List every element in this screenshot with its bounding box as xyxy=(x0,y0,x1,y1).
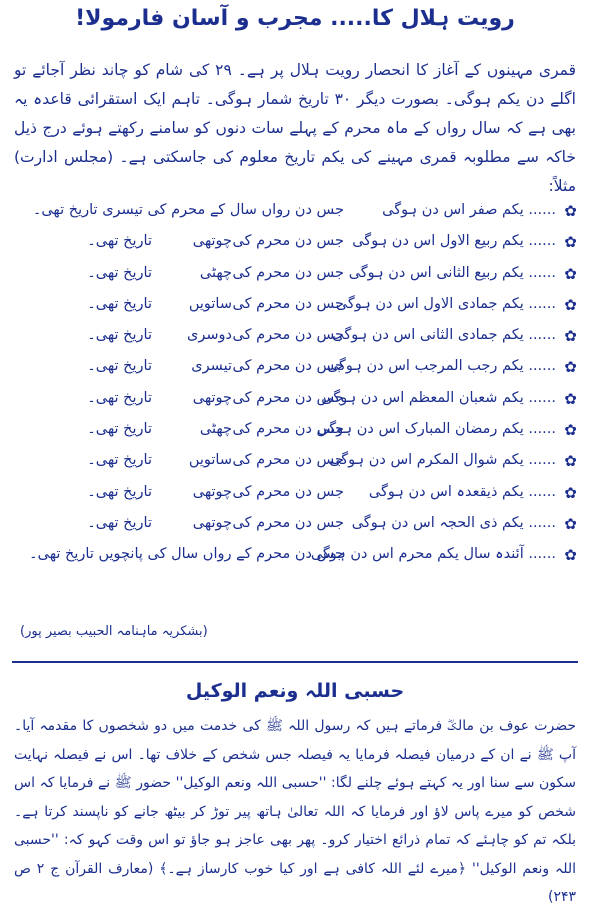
date-suffix: تاریخ تھی۔ xyxy=(87,358,152,375)
condition-text: جس دن محرم کی xyxy=(232,514,344,531)
flower-bullet-icon: ✿ xyxy=(564,421,577,440)
condition-text: جس دن محرم کی xyxy=(232,327,344,344)
month-label: ...... یکم ربیع الاول اس دن ہوگی xyxy=(352,233,556,250)
condition-text: جس دن محرم کی xyxy=(232,452,344,469)
month-label: ...... یکم رجب المرجب اس دن ہوگی xyxy=(326,358,556,375)
table-row xyxy=(22,325,582,356)
month-table xyxy=(22,200,582,576)
condition-text: جس دن محرم کی xyxy=(232,421,344,438)
ordinal-day: چوتھی xyxy=(192,483,232,500)
flower-bullet-icon: ✿ xyxy=(564,327,577,346)
table-row xyxy=(22,482,582,513)
table-row xyxy=(22,388,582,419)
ordinal-day: ساتویں xyxy=(188,452,232,469)
story-paragraph: حضرت عوف بن مالکؓ فرماتے ہیں کہ رسول اللہ ﷺ کی خدمت میں دو شخصوں کا مقدمہ آیا۔ آپ ﷺ نے ان کے درمیان فیصلہ فرمایا یہ فیصلہ جس شخص کے خلاف تھا۔ اس نے فیصلہ نہایت سکون سے سنا اور یہ کہتے ہوئے چلنے لگا: ''حسبی اللہ ونعم الوکیل'' حضور ﷺ نے فرمایا کہ اس شخص کو میرے پاس لاؤ اور فرمایا کہ اللہ تعالیٰ ہاتھ پیر توڑ کر بیٹھ جانے کو ناپسند کرتا ہے۔ بلکہ تم کو چاہئے کہ تمام ذرائع اختیار کرو۔ پھر بھی عاجز ہو جاؤ تو اس وقت کہو کہ: ''حسبی اللہ ونعم الوکیل'' ﴿میرے لئے اللہ کافی ہے اور کیا خوب کارساز ہے۔﴾ (معارف القرآن ج ۲ ص ۲۴۳) xyxy=(14,718,576,905)
date-suffix: تاریخ تھی۔ xyxy=(87,327,152,344)
flower-bullet-icon: ✿ xyxy=(564,358,577,377)
date-suffix: تاریخ تھی۔ xyxy=(87,452,152,469)
table-row xyxy=(22,419,582,450)
credit-line: (بشکریہ ماہنامہ الحبیب بصیر پور) xyxy=(20,624,208,639)
date-suffix: تاریخ تھی۔ xyxy=(87,233,152,250)
table-row xyxy=(22,544,582,575)
month-label: ...... یکم شعبان المعظم اس دن ہوگی xyxy=(321,389,556,406)
intro-paragraph: قمری مہینوں کے آغاز کا انحصار رویت ہلال پر ہے۔ ۲۹ کی شام کو چاند نظر آجائے تو اگلے دن یکم ہوگی۔ بصورت دیگر ۳۰ تاریخ شمار ہوگی۔ تاہم ایک استقرائی قاعدہ یہ بھی ہے کہ سال رواں کے ماہ محرم کے پہلے سات دنوں کو سامنے رکھتے ہوئے درج ذیل خاکہ سے مطلوبہ قمری مہینے کی یکم تاریخ معلوم کی جاسکتی ہے۔ (مجلس ادارت) مثلاً: xyxy=(14,61,576,195)
month-label: ...... یکم جمادی الاول اس دن ہوگی xyxy=(335,295,556,312)
table-row xyxy=(22,513,582,544)
condition-text: جس دن محرم کی xyxy=(232,358,344,375)
flower-bullet-icon: ✿ xyxy=(564,233,577,252)
date-suffix: تاریخ تھی۔ xyxy=(87,483,152,500)
table-row xyxy=(22,356,582,387)
flower-bullet-icon: ✿ xyxy=(564,452,577,471)
page-title: رویت ہلال کا..... مجرب و آسان فارمولا! xyxy=(75,6,515,31)
table-row xyxy=(22,200,582,231)
ordinal-day: ساتویں xyxy=(188,295,232,312)
date-suffix: تاریخ تھی۔ xyxy=(87,295,152,312)
month-label: ...... یکم رمضان المبارک اس دن ہوگی xyxy=(317,421,556,438)
date-suffix: تاریخ تھی۔ xyxy=(87,264,152,281)
month-label: ...... یکم جمادی الثانی اس دن ہوگی xyxy=(332,327,556,344)
date-suffix: تاریخ تھی۔ xyxy=(87,389,152,406)
condition-text: جس دن محرم کے رواں سال کی پانچویں تاریخ تھی۔ xyxy=(29,546,344,563)
condition-text: جس دن محرم کی xyxy=(232,264,344,281)
month-label: ...... آئندہ سال یکم محرم اس دن ہوگی xyxy=(310,546,556,563)
month-label: ...... یکم ذیقعدہ اس دن ہوگی xyxy=(368,483,556,500)
flower-bullet-icon: ✿ xyxy=(564,202,577,220)
section-title: حسبی اللہ ونعم الوکیل xyxy=(185,680,405,702)
ordinal-day: چوتھی xyxy=(192,514,232,531)
table-row xyxy=(22,450,582,481)
table-row xyxy=(22,294,582,325)
flower-bullet-icon: ✿ xyxy=(564,295,577,314)
condition-text: جس دن محرم کی xyxy=(232,295,344,312)
ordinal-day: چھٹی xyxy=(199,264,232,281)
ordinal-day: چوتھی xyxy=(192,389,232,406)
month-label: ...... یکم ذی الحجہ اس دن ہوگی xyxy=(351,514,556,531)
condition-text: جس دن محرم کی xyxy=(232,483,344,500)
ordinal-day: دوسری xyxy=(187,327,232,344)
table-row xyxy=(22,263,582,294)
month-label: ...... یکم شوال المکرم اس دن ہوگی xyxy=(329,452,556,469)
condition-text: جس دن محرم کی xyxy=(232,233,344,250)
ordinal-day: تیسری xyxy=(191,358,232,375)
flower-bullet-icon: ✿ xyxy=(564,264,577,283)
section-divider xyxy=(12,661,578,663)
date-suffix: تاریخ تھی۔ xyxy=(87,421,152,438)
flower-bullet-icon: ✿ xyxy=(564,514,577,533)
flower-bullet-icon: ✿ xyxy=(564,483,577,502)
date-suffix: تاریخ تھی۔ xyxy=(87,514,152,531)
table-row xyxy=(22,231,582,262)
flower-bullet-icon: ✿ xyxy=(564,546,577,565)
month-label: ...... یکم صفر اس دن ہوگی xyxy=(382,202,556,218)
condition-text: جس دن محرم کی xyxy=(232,389,344,406)
flower-bullet-icon: ✿ xyxy=(564,389,577,408)
ordinal-day: چوتھی xyxy=(192,233,232,250)
month-label: ...... یکم ربیع الثانی اس دن ہوگی xyxy=(348,264,556,281)
condition-text: جس دن رواں سال کے محرم کی تیسری تاریخ تھی۔ xyxy=(32,202,344,218)
ordinal-day: چھٹی xyxy=(199,421,232,438)
